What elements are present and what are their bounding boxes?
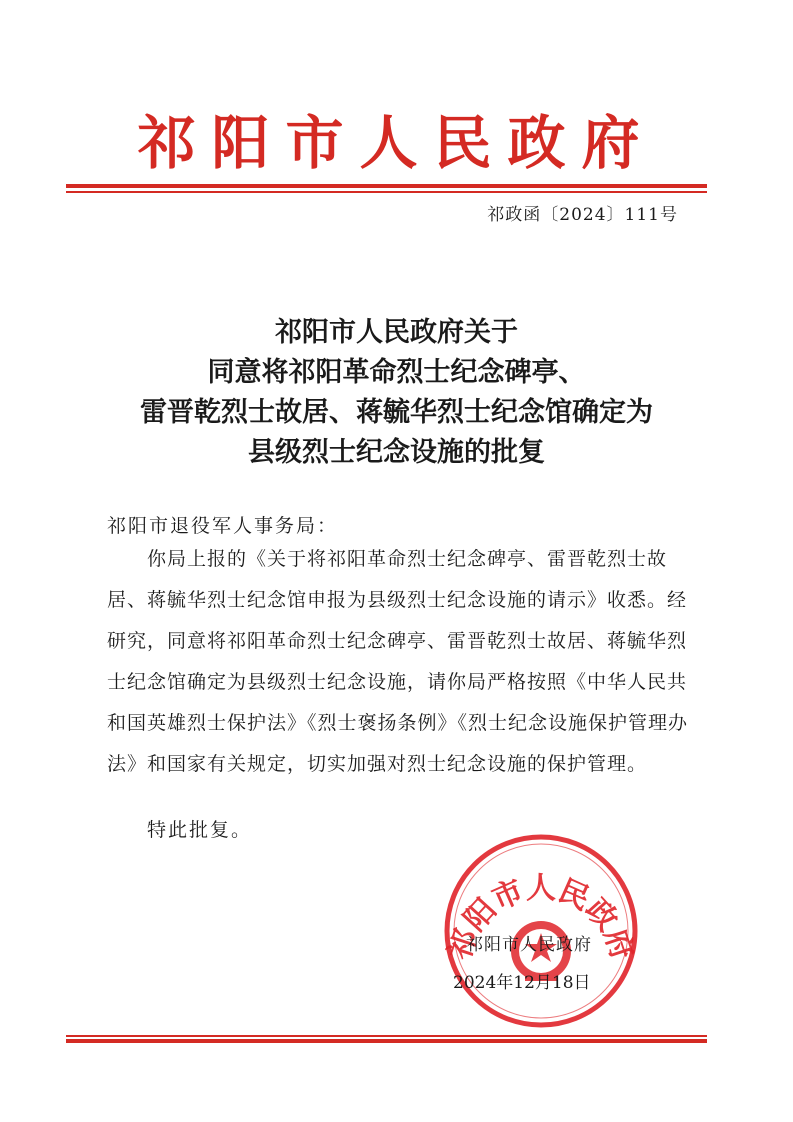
body-text	[107, 539, 692, 785]
title-line: 雷晋乾烈士故居、蒋毓华烈士纪念馆确定为	[140, 397, 653, 428]
title-line: 同意将祁阳革命烈士纪念碑亭、	[207, 357, 586, 388]
seal-text: 祁阳市人民政府	[442, 870, 640, 965]
signature-issuer: 祁阳市人民政府	[466, 935, 592, 955]
masthead-rule-thin	[66, 191, 707, 193]
document-number: 祁政函〔2024〕111号	[487, 205, 678, 225]
issuer-masthead: 祁阳市人民政府	[137, 109, 656, 177]
footer-rule-thin	[66, 1035, 707, 1037]
title-line: 祁阳市人民政府关于	[275, 317, 518, 348]
body-paragraph: 你局上报的《关于将祁阳革命烈士纪念碑亭、雷晋乾烈士故居、蒋毓华烈士纪念馆申报为县级烈士纪念设施的请示》收悉。经研究，同意将祁阳革命烈士纪念碑亭、雷晋乾烈士故居、蒋毓华烈士纪念馆确定为县级烈士纪念设施，请你局严格按照《中华人民共和国英雄烈士保护法》《烈士褒扬条例》《烈士纪念设施保护管理办法》和国家有关规定，切实加强对烈士纪念设施的保护管理。	[107, 548, 689, 775]
footer-rule-thick	[66, 1039, 707, 1043]
title-line: 县级烈士纪念设施的批复	[248, 437, 545, 468]
closing-remark: 特此批复。	[147, 819, 253, 841]
masthead-rule-thick	[66, 184, 707, 188]
issue-date: 2024年12月18日	[453, 973, 591, 993]
document-title	[0, 313, 793, 473]
addressee: 祁阳市退役军人事务局：	[107, 515, 339, 537]
